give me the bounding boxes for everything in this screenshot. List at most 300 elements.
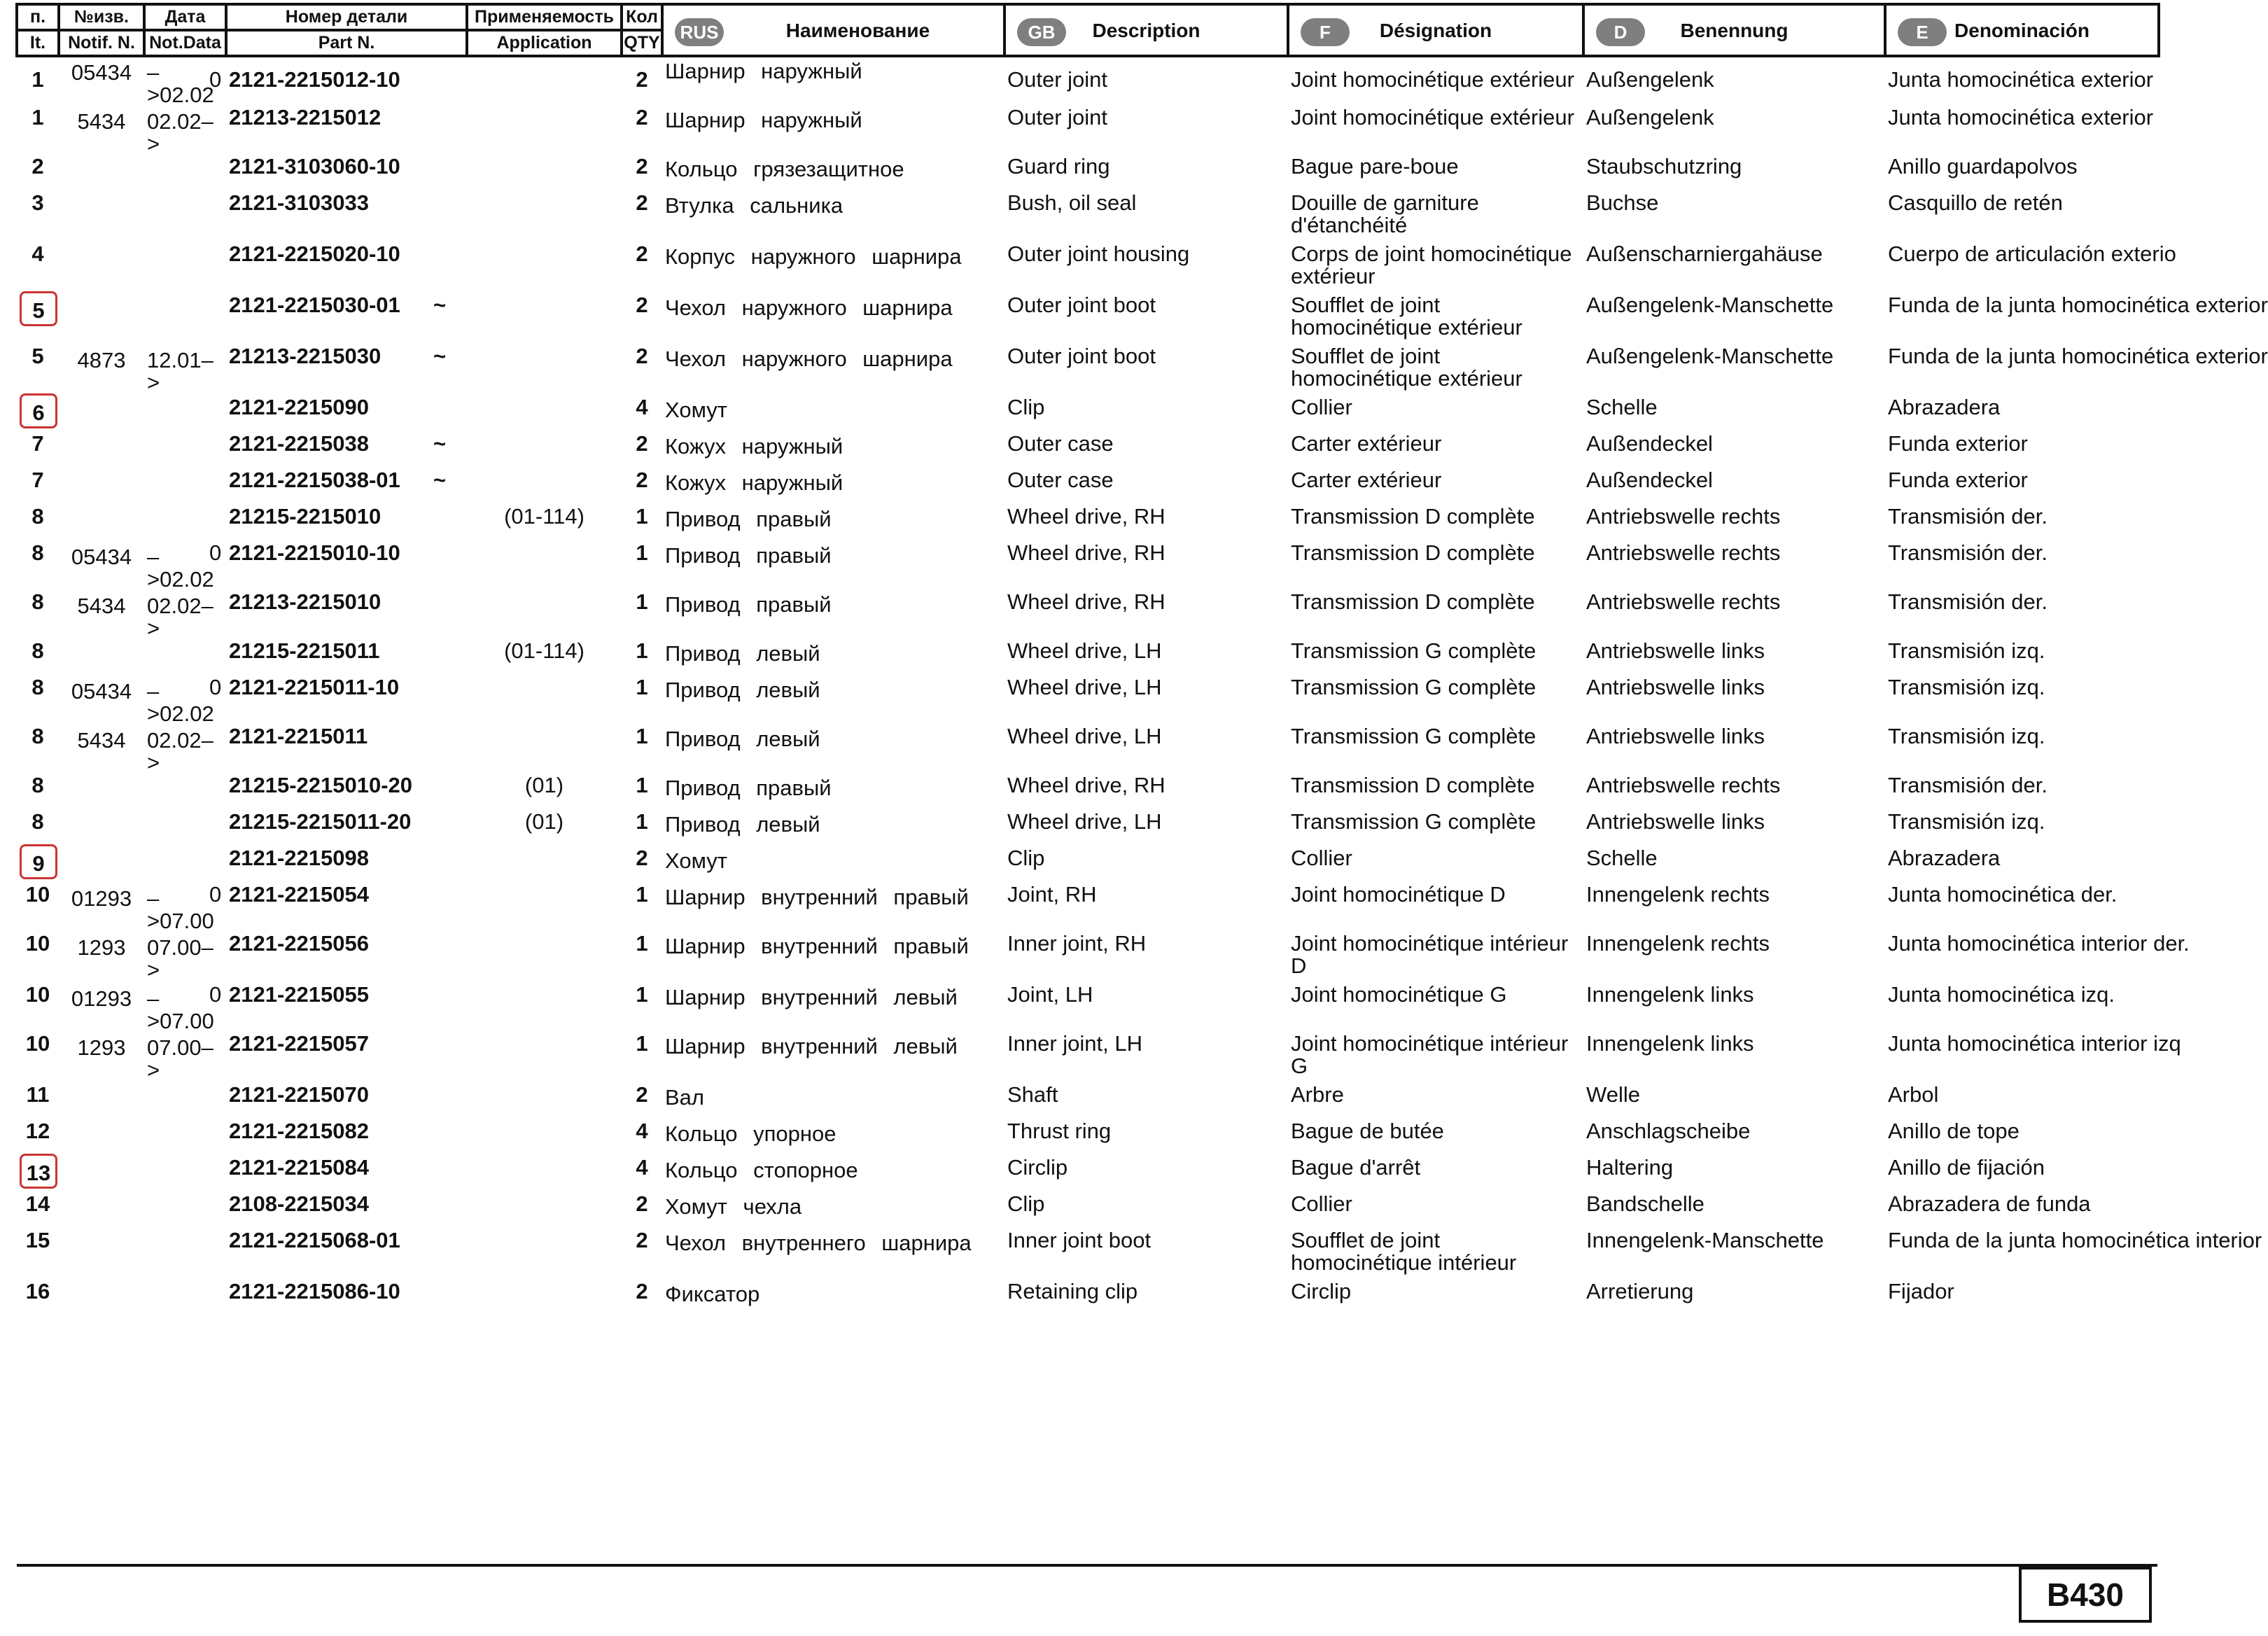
notification-number <box>59 847 144 883</box>
quantity: 2 <box>636 293 648 317</box>
name-fr: Soufflet de joint homocinétique extérieur <box>1291 344 1522 391</box>
tilde-marker: ~ <box>433 344 447 368</box>
table-row <box>17 1229 2159 1280</box>
d-badge-icon: D <box>1596 18 1645 46</box>
part-number-text: 2121-2215030-01 <box>229 293 400 317</box>
part-number <box>226 345 467 396</box>
col-item-ru: п. <box>17 4 59 30</box>
notification-date: 02.02–> <box>147 594 214 641</box>
name-en: Inner joint boot <box>1007 1228 1152 1252</box>
part-number <box>226 725 467 774</box>
name-de: Schelle <box>1586 395 1658 419</box>
name-en: Inner joint, RH <box>1007 931 1147 956</box>
notification-number <box>59 1084 144 1120</box>
notification-date <box>144 155 226 192</box>
item-number: 8 <box>31 809 44 834</box>
name-en: Clip <box>1007 846 1045 870</box>
notification-date <box>144 1156 226 1193</box>
name-de: Antriebswelle links <box>1586 724 1765 748</box>
part-number <box>226 774 467 811</box>
application <box>467 396 622 433</box>
name-es: Transmisión der. <box>1888 540 2047 565</box>
application <box>467 591 622 640</box>
application <box>467 192 622 243</box>
name-fr: Collier <box>1291 395 1352 419</box>
name-fr: Joint homocinétique extérieur <box>1291 105 1574 130</box>
item-number: 4 <box>31 242 44 266</box>
application <box>467 1084 622 1120</box>
notification-number: 5434 <box>77 109 126 134</box>
name-es: Arbol <box>1888 1082 1939 1107</box>
part-number-text: 2121-2215082 <box>229 1119 369 1143</box>
f-badge-icon: F <box>1301 18 1350 46</box>
name-de: Antriebswelle links <box>1586 675 1765 699</box>
item-number: 1 <box>31 105 44 130</box>
table-row <box>17 725 2159 774</box>
col-lang-gb: GB Description <box>1004 4 1288 56</box>
application <box>467 433 622 469</box>
name-en: Clip <box>1007 395 1045 419</box>
name-de: Schelle <box>1586 846 1658 870</box>
notification-date <box>144 1084 226 1120</box>
part-number <box>209 982 467 1033</box>
name-ru: Шарнир внутренний правый <box>665 934 969 958</box>
name-es: Abrazadera <box>1888 395 2001 419</box>
name-ru: Вал <box>665 1085 705 1110</box>
table-row <box>17 192 2159 243</box>
name-es: Fijador <box>1888 1279 1954 1303</box>
col-app-ru: Применяемость <box>467 4 622 30</box>
name-en: Thrust ring <box>1007 1119 1112 1143</box>
table-row <box>17 847 2159 883</box>
name-ru: Привод правый <box>665 592 832 617</box>
name-en: Clip <box>1007 1191 1045 1216</box>
highlighted-item-number: 5 <box>20 291 57 326</box>
item-number: 8 <box>31 589 44 614</box>
name-en: Bush, oil seal <box>1007 190 1137 215</box>
item-number: 10 <box>25 1031 50 1056</box>
notification-date <box>144 1280 226 1317</box>
table-row <box>17 883 2159 932</box>
name-fr: Joint homocinétique D <box>1291 882 1506 907</box>
part-number <box>226 106 467 155</box>
part-number-text: 2108-2215034 <box>229 1191 369 1216</box>
notification-date <box>144 469 226 505</box>
name-ru: Фиксатор <box>665 1282 760 1306</box>
col-lang-d: D Benennung <box>1583 4 1885 56</box>
notification-number: 01293 <box>71 886 132 911</box>
name-en: Wheel drive, LH <box>1007 724 1162 748</box>
application <box>467 243 622 294</box>
notification-number <box>59 1156 144 1193</box>
name-en: Circlip <box>1007 1155 1068 1180</box>
name-de: Welle <box>1586 1082 1640 1107</box>
name-es: Junta homocinética exterior <box>1888 67 2154 92</box>
highlighted-item-number: 9 <box>20 844 57 879</box>
name-fr: Transmission G complète <box>1291 724 1536 748</box>
part-number-text: 2121-2215068-01 <box>229 1228 400 1252</box>
name-en: Joint, LH <box>1007 982 1093 1007</box>
quantity: 1 <box>636 809 648 834</box>
name-fr: Carter extérieur <box>1291 468 1442 492</box>
application <box>467 469 622 505</box>
col-lang-f: F Désignation <box>1288 4 1583 56</box>
name-de: Innengelenk links <box>1586 982 1754 1007</box>
highlighted-item-number: 6 <box>20 393 57 428</box>
name-de: Außengelenk <box>1586 105 1714 130</box>
name-es: Anillo guardapolvos <box>1888 154 2078 179</box>
name-en: Joint, RH <box>1007 882 1097 907</box>
name-fr: Transmission D complète <box>1291 773 1535 797</box>
name-en: Inner joint, LH <box>1007 1031 1142 1056</box>
notification-date <box>144 774 226 811</box>
name-de: Innengelenk-Manschette <box>1586 1228 1824 1252</box>
item-number: 15 <box>25 1228 50 1252</box>
highlighted-item-number: 13 <box>20 1154 57 1189</box>
name-en: Wheel drive, LH <box>1007 638 1162 663</box>
name-es: Transmisión izq. <box>1888 638 2045 663</box>
name-ru: Кожух наружный <box>665 434 844 459</box>
part-number-text: 2121-2215038-01 <box>229 468 400 492</box>
part-number-text: 21215-2215011 <box>229 638 380 663</box>
table-row <box>17 932 2159 984</box>
notification-number: 1293 <box>77 935 126 960</box>
part-number <box>226 847 467 883</box>
part-number-text: 21215-2215010 <box>229 504 382 529</box>
name-en: Outer joint boot <box>1007 293 1156 317</box>
part-number <box>226 1229 467 1280</box>
table-row <box>17 1280 2159 1317</box>
notification-number <box>59 1120 144 1156</box>
name-ru: Кольцо грязезащитное <box>665 157 904 181</box>
gb-badge-icon: GB <box>1017 18 1066 46</box>
notification-number <box>59 505 144 542</box>
name-en: Wheel drive, RH <box>1007 540 1166 565</box>
item-number <box>17 1156 59 1193</box>
item-number: 3 <box>31 190 44 215</box>
notification-date: –>02.02 <box>147 545 214 592</box>
notification-number <box>59 469 144 505</box>
table-body <box>17 56 2268 1317</box>
name-es: Transmisión der. <box>1888 773 2047 797</box>
name-de: Antriebswelle rechts <box>1586 589 1781 614</box>
item-number: 12 <box>25 1119 50 1143</box>
name-de: Außengelenk-Manschette <box>1586 344 1834 368</box>
notification-number <box>59 294 144 345</box>
notification-date <box>144 294 226 345</box>
part-number <box>226 505 467 542</box>
notification-date <box>144 1193 226 1229</box>
notification-date <box>144 433 226 469</box>
quantity: 2 <box>636 1082 648 1107</box>
quantity: 2 <box>636 431 648 456</box>
quantity: 1 <box>636 589 648 614</box>
item-number <box>17 396 59 433</box>
application: (01) <box>524 809 564 834</box>
table-row <box>17 243 2159 294</box>
name-fr: Carter extérieur <box>1291 431 1442 456</box>
part-number <box>226 932 467 984</box>
tilde-marker: ~ <box>433 431 447 456</box>
item-number <box>17 294 59 345</box>
quantity: 2 <box>636 468 648 492</box>
name-en: Outer joint housing <box>1007 242 1190 266</box>
notification-number <box>59 1193 144 1229</box>
notification-date: 07.00–> <box>147 1035 214 1082</box>
name-en: Outer joint boot <box>1007 344 1156 368</box>
name-en: Retaining clip <box>1007 1279 1138 1303</box>
name-ru: Привод правый <box>665 507 832 531</box>
notification-number: 01293 <box>71 986 132 1011</box>
e-badge-icon: E <box>1898 18 1947 46</box>
quantity: 1 <box>636 724 648 748</box>
part-number-text: 2121-3103060-10 <box>229 154 400 179</box>
quantity: 4 <box>636 395 648 419</box>
application <box>467 676 622 725</box>
quantity: 4 <box>636 1119 648 1143</box>
name-de: Haltering <box>1586 1155 1674 1180</box>
name-es: Junta homocinética interior izq <box>1888 1031 2181 1056</box>
quantity: 1 <box>636 1031 648 1056</box>
name-de: Außendeckel <box>1586 468 1713 492</box>
notification-date: 07.00–> <box>147 935 214 982</box>
col-app-en: Application <box>467 30 622 56</box>
part-number <box>226 640 467 676</box>
item-number: 5 <box>31 344 44 368</box>
part-number <box>226 1193 467 1229</box>
notification-number: 05434 <box>71 60 132 85</box>
item-number: 2 <box>31 154 44 179</box>
name-es: Funda de la junta homocinética exterior <box>1888 293 2268 317</box>
notification-number <box>59 1280 144 1317</box>
table-row <box>17 811 2159 847</box>
name-fr: Soufflet de joint homocinétique intérieur <box>1291 1228 1517 1275</box>
name-fr: Collier <box>1291 846 1352 870</box>
part-number-text: 2121-2215090 <box>229 395 369 419</box>
name-ru: Хомут чехла <box>665 1194 802 1219</box>
name-de: Bandschelle <box>1586 1191 1704 1216</box>
table-row <box>17 106 2159 155</box>
part-number-text: 21215-2215010-20 <box>229 773 413 797</box>
name-ru: Привод правый <box>665 776 832 800</box>
application <box>467 932 622 984</box>
item-number: 11 <box>26 1082 50 1107</box>
table-row <box>17 984 2159 1033</box>
name-de: Antriebswelle links <box>1586 638 1765 663</box>
parts-table <box>15 3 2268 1317</box>
name-es: Abrazadera de funda <box>1888 1191 2091 1216</box>
part-number <box>226 243 467 294</box>
part-number-text: 2121-2215054 <box>229 882 369 907</box>
col-item-en: It. <box>17 30 59 56</box>
application <box>467 542 622 591</box>
part-number <box>226 811 467 847</box>
col-notif-en: Notif. N. <box>59 30 144 56</box>
superseded-marker: 0 <box>209 982 222 1007</box>
quantity: 1 <box>636 638 648 663</box>
notification-number <box>59 155 144 192</box>
name-de: Innengelenk rechts <box>1586 882 1770 907</box>
name-fr: Bague d'arrêt <box>1291 1155 1421 1180</box>
name-fr: Transmission D complète <box>1291 504 1535 529</box>
superseded-marker: 0 <box>209 540 222 565</box>
name-fr: Transmission G complète <box>1291 809 1536 834</box>
name-en: Wheel drive, RH <box>1007 589 1166 614</box>
name-de: Antriebswelle rechts <box>1586 773 1781 797</box>
quantity: 2 <box>636 344 648 368</box>
notification-date: –>02.02 <box>147 679 214 726</box>
table-row <box>17 676 2159 725</box>
name-ru: Хомут <box>665 398 727 422</box>
quantity: 1 <box>636 675 648 699</box>
notification-number: 05434 <box>71 679 132 704</box>
part-number <box>209 882 467 932</box>
quantity: 1 <box>636 931 648 956</box>
notification-date <box>144 192 226 243</box>
table-row <box>17 345 2159 396</box>
col-qty-en: QTY <box>622 30 662 56</box>
application <box>467 1193 622 1229</box>
name-de: Außengelenk-Manschette <box>1586 293 1834 317</box>
footer-divider <box>17 1564 2157 1567</box>
quantity: 1 <box>636 982 648 1007</box>
name-de: Anschlagscheibe <box>1586 1119 1751 1143</box>
name-en: Outer case <box>1007 468 1114 492</box>
part-number-text: 2121-2215086-10 <box>229 1279 400 1303</box>
name-ru: Шарнир внутренний левый <box>665 985 958 1009</box>
name-ru: Корпус наружного шарнира <box>665 244 962 269</box>
tilde-marker: ~ <box>433 293 447 317</box>
table-row <box>17 640 2159 676</box>
application <box>467 984 622 1033</box>
name-ru: Кольцо стопорное <box>665 1158 858 1182</box>
name-de: Antriebswelle links <box>1586 809 1765 834</box>
name-es: Junta homocinética der. <box>1888 882 2118 907</box>
application: (01-114) <box>504 638 584 663</box>
name-en: Outer joint <box>1007 105 1108 130</box>
item-number: 10 <box>25 982 50 1007</box>
notification-number <box>59 774 144 811</box>
table-row <box>17 1120 2159 1156</box>
name-ru: Шарнир наружный <box>665 108 862 132</box>
part-number <box>209 675 467 725</box>
quantity: 2 <box>636 190 648 215</box>
col-part-en: Part N. <box>226 30 467 56</box>
quantity: 2 <box>636 1279 648 1303</box>
application <box>467 1033 622 1084</box>
name-en: Wheel drive, RH <box>1007 504 1166 529</box>
notification-number: 05434 <box>71 545 132 569</box>
item-number: 14 <box>25 1191 50 1216</box>
notification-number <box>59 433 144 469</box>
quantity: 1 <box>636 504 648 529</box>
name-ru: Привод левый <box>665 641 820 666</box>
application <box>467 1156 622 1193</box>
application <box>467 56 622 106</box>
quantity: 2 <box>636 67 648 92</box>
item-number: 8 <box>31 724 44 748</box>
part-number-text: 2121-2215011 <box>229 724 368 748</box>
superseded-marker: 0 <box>209 675 222 699</box>
part-number-text: 21213-2215010 <box>229 589 382 614</box>
name-fr: Transmission D complète <box>1291 540 1535 565</box>
part-number <box>226 396 467 433</box>
quantity: 1 <box>636 882 648 907</box>
name-es: Transmisión izq. <box>1888 809 2045 834</box>
part-number-text: 2121-2215055 <box>229 982 369 1007</box>
item-number: 8 <box>31 504 44 529</box>
name-es: Junta homocinética izq. <box>1888 982 2115 1007</box>
name-ru: Чехол наружного шарнира <box>665 295 953 320</box>
name-fr: Circlip <box>1291 1279 1352 1303</box>
notification-number: 5434 <box>77 728 126 753</box>
part-number <box>226 469 467 505</box>
name-fr: Joint homocinétique extérieur <box>1291 67 1574 92</box>
notification-number <box>59 811 144 847</box>
item-number: 10 <box>25 931 50 956</box>
name-en: Wheel drive, RH <box>1007 773 1166 797</box>
name-fr: Transmission G complète <box>1291 675 1536 699</box>
name-es: Funda exterior <box>1888 431 2028 456</box>
name-es: Transmisión izq. <box>1888 675 2045 699</box>
table-row <box>17 1193 2159 1229</box>
name-fr: Bague pare-boue <box>1291 154 1459 179</box>
name-es: Transmisión der. <box>1888 504 2047 529</box>
part-number-text: 21213-2215030 <box>229 344 382 368</box>
table-row <box>17 591 2159 640</box>
name-ru: Кожух наружный <box>665 470 844 495</box>
name-de: Arretierung <box>1586 1279 1694 1303</box>
part-number-text: 2121-2215038 <box>229 431 369 456</box>
item-number: 16 <box>25 1279 50 1303</box>
quantity: 2 <box>636 105 648 130</box>
application: (01-114) <box>504 504 584 529</box>
name-ru: Хомут <box>665 848 727 873</box>
application <box>467 1120 622 1156</box>
name-es: Junta homocinética interior der. <box>1888 931 2190 956</box>
application <box>467 847 622 883</box>
notification-date: –>07.00 <box>147 886 214 933</box>
name-de: Innengelenk links <box>1586 1031 1754 1056</box>
col-qty-ru: Кол <box>622 4 662 30</box>
item-number: 1 <box>31 67 44 92</box>
name-ru: Привод левый <box>665 678 820 702</box>
notification-date <box>144 640 226 676</box>
notification-date <box>144 505 226 542</box>
name-en: Guard ring <box>1007 154 1110 179</box>
name-es: Funda de la junta homocinética interior <box>1888 1228 2262 1252</box>
notification-number <box>59 640 144 676</box>
name-es: Transmisión izq. <box>1888 724 2045 748</box>
name-de: Außendeckel <box>1586 431 1713 456</box>
name-en: Shaft <box>1007 1082 1058 1107</box>
item-number: 8 <box>31 675 44 699</box>
item-number: 7 <box>31 431 44 456</box>
name-de: Außenscharniergahäuse <box>1586 242 1823 266</box>
table-row <box>17 1033 2159 1084</box>
notification-date <box>144 811 226 847</box>
name-en: Outer case <box>1007 431 1114 456</box>
notification-number <box>59 1229 144 1280</box>
application <box>467 883 622 932</box>
name-es: Junta homocinética exterior <box>1888 105 2154 130</box>
quantity: 2 <box>636 154 648 179</box>
part-number-text: 2121-2215098 <box>229 846 369 870</box>
table-row <box>17 542 2159 591</box>
notification-number: 5434 <box>77 594 126 618</box>
notification-number: 4873 <box>77 348 126 372</box>
name-es: Cuerpo de articulación exterio <box>1888 242 2176 266</box>
